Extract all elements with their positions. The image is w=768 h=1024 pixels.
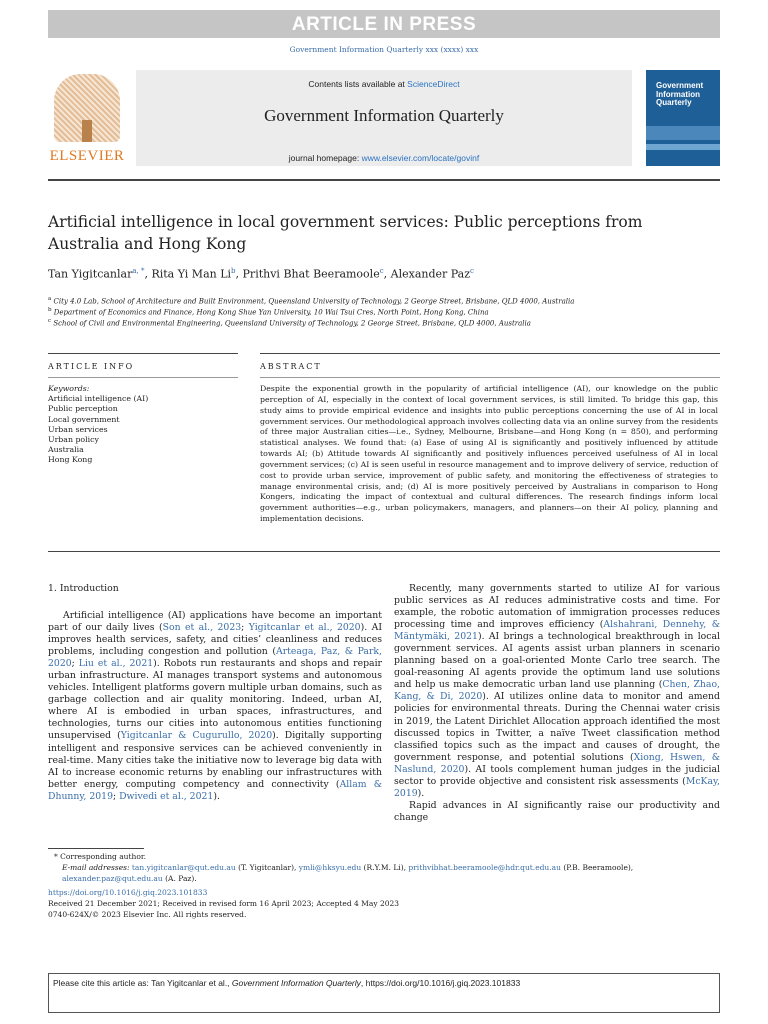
- citation-link[interactable]: Xiong, Hswen, & Naslund, 2020: [394, 751, 720, 775]
- affiliation-a: $^a$ City 4.0 Lab, School of Architecture and Built Environment, Queensland University of Technology, 2 George Street, Brisbane, QLD 4000, Australia: [48, 296, 575, 306]
- journal-title: Government Information Quarterly: [264, 106, 504, 125]
- abstract-bottom-rule: [48, 551, 720, 552]
- author-name[interactable]: Rita Yi Man Li: [151, 267, 232, 281]
- article-info-rule: [48, 353, 238, 354]
- intro-paragraph-2: Recently, many governments started to utilize AI for various public services as AI reduces administrative costs and time. For example, the robotic automation of immigration processes reduces processing time and improves efficiency (Alshahrani, Dennehy, & Mäntymäki, 2021). AI brings a technological breakthrough in local government services. AI agents assist urban planners in scenario planning based on a goal-oriented Monte Carlo tree search. The goal-reasoning AI agents provide the optimum land use solutions and help us make democratic urban land use planning (Chen, Zhao, Kang, & Di, 2020). AI utilizes online data to monitor and amend policies for environmental threats. During the Chennai water crisis in 2019, the Latent Dirichlet Allocation approach identified the most discussed topics in Twitter, a naïve Tweet classification method classified topics such as the impact and causes of drought, the government response, and potential solutions (Xiong, Hswen, & Naslund, 2020). AI tools complement human judges in the judicial sector to provide objective and consistent risk assessments (McKay, 2019).: [394, 583, 720, 799]
- email-link[interactable]: tan.yigitcanlar@qut.edu.au: [131, 862, 236, 872]
- contents-available-line: Contents lists available at ScienceDirect: [308, 79, 460, 89]
- footnotes: [48, 852, 720, 921]
- header-divider: [48, 179, 720, 181]
- keywords-label: Keywords:: [48, 384, 90, 393]
- keyword-item: Australia: [48, 445, 84, 455]
- author-affiliation-mark[interactable]: a, *: [132, 267, 145, 275]
- keyword-item: Urban policy: [48, 435, 99, 445]
- keyword-item: Local government: [48, 414, 120, 424]
- author-list: Tan Yigitcanlar$^{a, *}$, Rita Yi Man Li$^b$, Prithvi Bhat Beeramoole$^c$, Alexander Paz$^c$: [48, 267, 474, 281]
- keyword-item: Artificial intelligence (AI): [48, 394, 149, 404]
- keyword-item: Hong Kong: [48, 455, 93, 465]
- section-heading: [48, 583, 382, 595]
- corresponding-author-note: * Corresponding author.: [54, 852, 147, 861]
- cover-title: Government Information Quarterly: [656, 81, 704, 107]
- article-in-press-banner: ARTICLE IN PRESS: [48, 10, 720, 38]
- sciencedirect-link[interactable]: ScienceDirect: [407, 79, 460, 89]
- article-title: Artificial intelligence in local government services: Public perceptions from Australia and Hong Kong: [48, 213, 643, 253]
- journal-cover-thumbnail[interactable]: [646, 70, 720, 166]
- email-label: E-mail addresses:: [62, 862, 132, 872]
- email-link[interactable]: alexander.paz@qut.edu.au: [62, 873, 163, 883]
- intro-paragraph-1: Artificial intelligence (AI) applications have become an important part of our daily lives (Son et al., 2023; Yigitcanlar et al., 2020). AI improves health services, safety, and cities’ cleanliness and reduces problems, including congestion and pollution (Arteaga, Paz, & Park, 2020; Liu et al., 2021). Robots run restaurants and shops and repair urban infrastructure. AI manages transport systems and autonomous vehicles. Intelligent platforms govern multiple urban domains, such as garbage collection and air quality monitoring. Indeed, urban AI, where AI is embodied in urban spaces, infrastructures, and technologies, turns our cities into autonomous entities functioning unsupervised (Yigitcanlar & Cugurullo, 2020). Digitally supporting intelligent and responsive services can be achieved conveniently in real-time. Many cities take the initiative now to leverage big data with AI to increase economic returns by enabling our infrastructures with better energy, computing competency and connectivity (Allam & Dhunny, 2019; Dwivedi et al., 2021).: [48, 610, 382, 802]
- citation-link[interactable]: McKay, 2019: [394, 775, 720, 799]
- author-name[interactable]: Prithvi Bhat Beeramoole: [242, 267, 380, 281]
- abstract-text: Despite the exponential growth in the popularity of artificial intelligence (AI), our knowledge on the public perception of AI, especially in the context of local government services, is still limited. To bridge this gap, this study aims to provide empirical evidence and insights into public perceptions concerning the use of AI in local government services. Our methodological approach involves collecting data via an online survey from the residents of three major Australian cities—i.e., Sydney, Melbourne, Brisbane—and Hong Kong (n = 850), and performing statistical analyses. We found that: (a) Ease of using AI is significantly and positively influenced by attitude towards AI; (b) Attitude towards AI significantly and positively influences perceived usefulness of AI in local government services; (c) AI is seen useful in resource management and to improve delivery of service, reduction of cost to provide urban service, improvement of public safety, and monitoring the effectiveness of strategies to manage environmental crisis, and; (d) AI is more positively perceived by Australians in comparison to Hong Kongers, indicating the impact of contextual and cultural differences. The research findings inform local government authorities—e.g., urban policymakers, managers, and planners—on their AI policy, planning and implementation decisions.: [260, 384, 718, 524]
- abstract-heading: ABSTRACT: [260, 362, 322, 371]
- citation-link[interactable]: Liu et al., 2021: [78, 658, 154, 670]
- citation-link[interactable]: Son et al., 2023: [162, 622, 242, 634]
- elsevier-logo[interactable]: [48, 70, 126, 166]
- elsevier-wordmark: ELSEVIER: [49, 148, 125, 164]
- cite-doi-link[interactable]: , https://doi.org/10.1016/j.giq.2023.101833: [360, 978, 521, 988]
- intro-paragraph-3: Rapid advances in AI significantly raise our productivity and change: [394, 799, 720, 823]
- author-affiliation-mark[interactable]: c: [470, 267, 474, 275]
- citation-link[interactable]: Alshahrani, Dennehy, & Mäntymäki, 2021: [394, 619, 720, 643]
- citation-link[interactable]: Dwivedi et al., 2021: [119, 790, 214, 802]
- article-info-heading: ARTICLE INFO: [48, 362, 135, 371]
- email-link[interactable]: prithvibhat.beeramoole@hdr.qut.edu.au: [408, 862, 561, 872]
- keywords-block: [48, 384, 238, 466]
- citation-link[interactable]: Yigitcanlar & Cugurullo, 2020: [120, 730, 273, 742]
- journal-homepage-link[interactable]: www.elsevier.com/locate/govinf: [361, 153, 480, 163]
- journal-cite-line[interactable]: Government Information Quarterly xxx (xxxx) xxx: [289, 45, 479, 54]
- keyword-item: Urban services: [48, 424, 108, 434]
- right-column: [394, 583, 720, 824]
- doi-link[interactable]: https://doi.org/10.1016/j.giq.2023.101833: [48, 888, 208, 898]
- citation-link[interactable]: Allam & Dhunny, 2019: [48, 778, 382, 802]
- journal-homepage-line: journal homepage: www.elsevier.com/locate/govinf: [288, 153, 480, 163]
- author-name[interactable]: Tan Yigitcanlar: [48, 267, 133, 281]
- citation-link[interactable]: Arteaga, Paz, & Park, 2020: [48, 646, 382, 670]
- section-heading-text: 1. Introduction: [48, 583, 119, 594]
- email-addresses: E-mail addresses: tan.yigitcanlar@qut.edu.au (T. Yigitcanlar), ymli@hksyu.edu (R.Y.M. Li), prithvibhat.beeramoole@hdr.qut.edu.au (P.B. Beeramoole), alexander.paz@qut.edu.au (A. Paz).: [62, 862, 634, 883]
- author-affiliation-mark[interactable]: b: [231, 267, 236, 275]
- received-dates: Received 21 December 2021; Received in revised form 16 April 2023; Accepted 4 May 2023: [48, 899, 400, 909]
- abstract-rule: [260, 353, 720, 354]
- cite-this-article-box: Please cite this article as: Tan Yigitcanlar et al., Government Information Quarterly, https://doi.org/10.1016/j.giq.2023.101833: [48, 973, 720, 1013]
- affiliation-c: $^c$ School of Civil and Environmental Engineering, Queensland University of Technology, 2 George Street, Brisbane, QLD 4000, Australia: [48, 318, 531, 328]
- author-affiliation-mark[interactable]: c: [379, 267, 384, 275]
- left-column: [48, 610, 382, 803]
- citation-link[interactable]: Yigitcanlar et al., 2020: [248, 622, 361, 634]
- author-name[interactable]: Alexander Paz: [390, 267, 471, 281]
- keyword-item: Public perception: [48, 404, 118, 414]
- email-link[interactable]: ymli@hksyu.edu: [298, 862, 362, 872]
- footnote-rule: [48, 848, 144, 849]
- affiliation-b: $^b$ Department of Economics and Finance, Hong Kong Shue Yan University, 10 Wai Tsui Cres, North Point, Hong Kong, China: [48, 307, 489, 317]
- keyword-list: [48, 394, 238, 465]
- citation-link[interactable]: Chen, Zhao, Kang, & Di, 2020: [394, 679, 720, 703]
- issn-copyright: 0740-624X/© 2023 Elsevier Inc. All rights reserved.: [48, 909, 247, 919]
